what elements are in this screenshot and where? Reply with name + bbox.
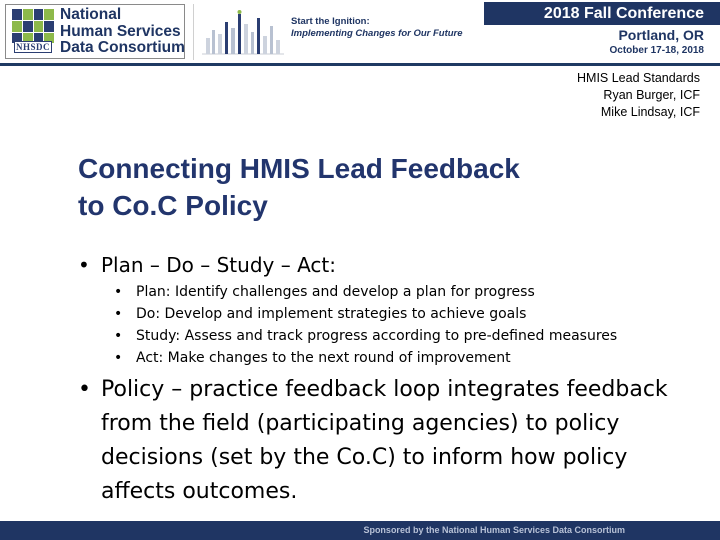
bullet-dot: •	[114, 328, 123, 344]
tagline-line-1: Start the Ignition:	[291, 16, 370, 27]
conference-dates: October 17-18, 2018	[609, 45, 704, 56]
slide-title	[78, 150, 678, 224]
banner-divider	[193, 4, 194, 60]
bullet-dot: •	[114, 350, 123, 366]
title-line-2: to Co.C Policy	[78, 190, 268, 221]
sub-bullet-plan-text: Plan: Identify challenges and develop a plan for progress	[136, 284, 535, 300]
session-name: HMIS Lead Standards	[577, 71, 700, 85]
presenter-block	[577, 70, 700, 121]
logo-abbrev: NHSDC	[15, 42, 50, 52]
conference-info	[484, 0, 720, 63]
logo-line-1: National	[60, 6, 122, 23]
sub-bullet-list	[78, 281, 708, 369]
sub-bullet-act	[114, 347, 708, 369]
sub-bullet-study	[114, 325, 708, 347]
sub-bullet-do-text: Do: Develop and implement strategies to achieve goals	[136, 306, 527, 322]
presenter-1: Ryan Burger, ICF	[603, 88, 700, 102]
banner-rule	[0, 63, 720, 66]
bullet-dot: •	[78, 377, 91, 402]
conference-banner	[0, 0, 720, 66]
nhsdc-logo	[5, 4, 185, 59]
bullet-dot: •	[78, 253, 90, 277]
conference-tagline	[291, 16, 511, 40]
logo-line-2: Human Services	[60, 22, 181, 40]
bullet-pdsa-text: Plan – Do – Study – Act:	[101, 253, 336, 277]
conference-title: 2018 Fall Conference	[484, 2, 720, 25]
presenter-2: Mike Lindsay, ICF	[600, 105, 700, 119]
policy-line-4: affects outcomes.	[101, 479, 298, 504]
sub-bullet-act-text: Act: Make changes to the next round of improvement	[136, 350, 511, 366]
slide-body	[78, 249, 708, 509]
sponsor-text: Sponsored by the National Human Services Data Consortium	[363, 525, 625, 535]
bullet-dot: •	[114, 306, 123, 322]
conference-city: Portland, OR	[618, 27, 704, 43]
bullet-policy	[78, 373, 708, 509]
policy-line-1: Policy – practice feedback loop integrates feedback	[101, 377, 668, 402]
sub-bullet-study-text: Study: Assess and track progress according to pre-defined measures	[136, 328, 618, 344]
sub-bullet-do	[114, 303, 708, 325]
logo-line-3: Data Consortium	[60, 39, 185, 56]
city-skyline-icon	[198, 4, 286, 60]
sub-bullet-plan	[114, 281, 708, 303]
logo-org-name	[60, 7, 184, 57]
title-line-1: Connecting HMIS Lead Feedback	[78, 153, 520, 184]
tagline-line-2: Implementing Changes for Our Future	[291, 28, 463, 39]
bullet-dot: •	[114, 284, 123, 300]
policy-line-3: decisions (set by the Co.C) to inform how policy	[101, 445, 628, 470]
footer-bar	[0, 521, 720, 540]
policy-line-2: from the field (participating agencies) to policy	[101, 411, 620, 436]
bullet-pdsa	[78, 249, 708, 281]
